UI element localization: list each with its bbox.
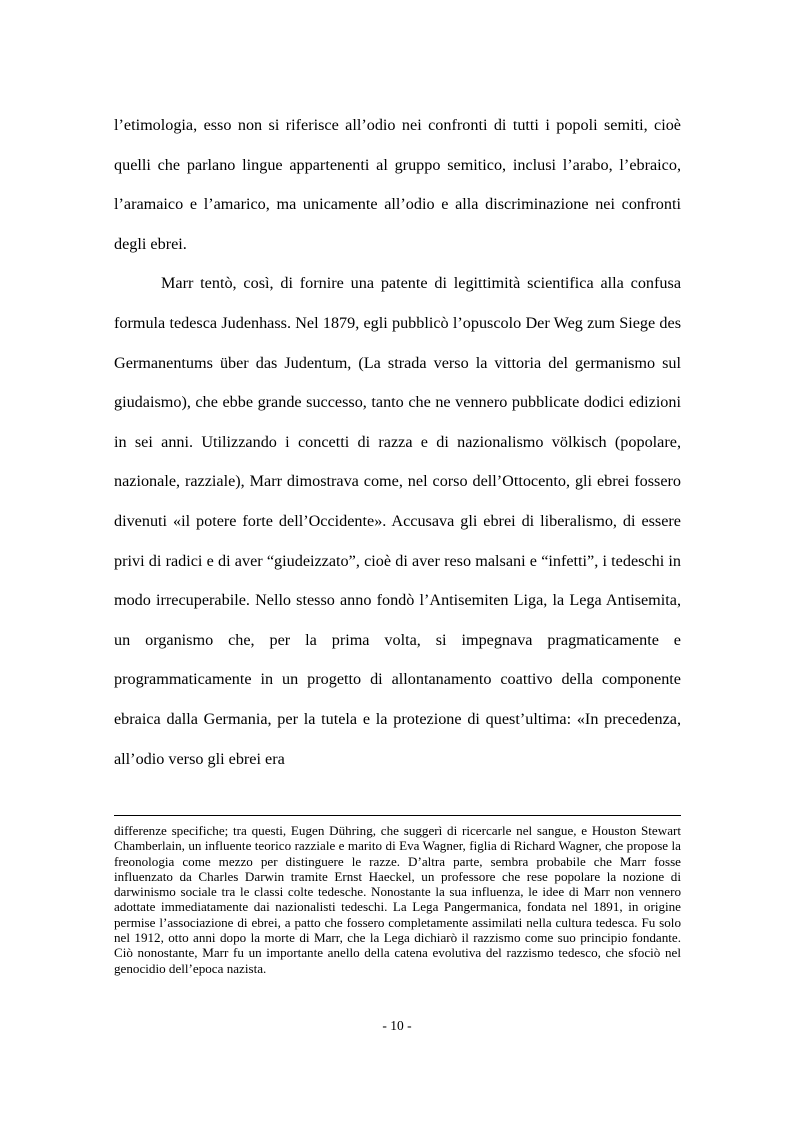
body-paragraph-2: Marr tentò, così, di fornire una patente di legittimità scientifica alla confusa formula tedesca Judenhass. Nel 1879, egli pubblicò l’opuscolo Der Weg zum Siege des Germanentums über das Judentum, (La strada verso la vittoria del germanismo sul giudaismo), che ebbe grande successo, tanto che ne vennero pubblicate dodici edizioni in sei anni. Utilizzando i concetti di razza e di nazionalismo völkisch (popolare, nazionale, razziale), Marr dimostrava come, nel corso dell’Ottocento, gli ebrei fossero divenuti «il potere forte dell’Occidente». Accusava gli ebrei di liberalismo, di essere privi di radici e di aver “giudeizzato”, cioè di aver reso malsani e “infetti”, i tedeschi in modo irrecuperabile. Nello stesso anno fondò l’Antisemiten Liga, la Lega Antisemita, un organismo che, per la prima volta, si impegnava pragmaticamente e programmaticamente in un progetto di allontanamento coattivo della componente ebraica dalla Germania, per la tutela e la protezione di quest’ultima: «In precedenza, all’odio verso gli ebrei era bbox=[114, 274, 681, 768]
body-paragraph-1: l’etimologia, esso non si riferisce all’odio nei confronti di tutti i popoli semiti, cioè quelli che parlano lingue appartenenti al gruppo semitico, inclusi l’arabo, l’ebraico, l’aramaico e l’amarico, ma unicamente all’odio e alla discriminazione nei confronti degli ebrei. bbox=[114, 116, 681, 253]
footnote-text: differenze specifiche; tra questi, Eugen Dühring, che suggerì di ricercarle nel sangue, e Houston Stewart Chamberlain, un influente teorico razziale e marito di Eva Wagner, figlia di Richard Wagner, che propose la freonologia come mezzo per distinguere le razze. D’altra parte, sembra probabile che Marr fosse influenzato da Charles Darwin tramite Ernst Haeckel, un professore che rese popolare la nozione di darwinismo sociale tra le classi colte tedesche. Nonostante la sua influenza, le idee di Marr non vennero adottate immediatamente dai nazionalisti tedeschi. La Lega Pangermanica, fondata nel 1891, in origine permise l’associazione di ebrei, a patto che fossero completamente assimilati nella cultura tedesca. Fu solo nel 1912, otto anni dopo la morte di Marr, che la Lega dichiarò il razzismo come suo principio fondante. Ciò nonostante, Marr fu un importante anello della catena evolutiva del razzismo tedesco, che sfociò nel genocidio dell’epoca nazista. bbox=[114, 823, 681, 976]
main-text bbox=[114, 106, 681, 779]
page-number: - 10 - bbox=[382, 1018, 412, 1033]
footnote bbox=[114, 823, 681, 976]
footnote-separator bbox=[114, 815, 681, 816]
